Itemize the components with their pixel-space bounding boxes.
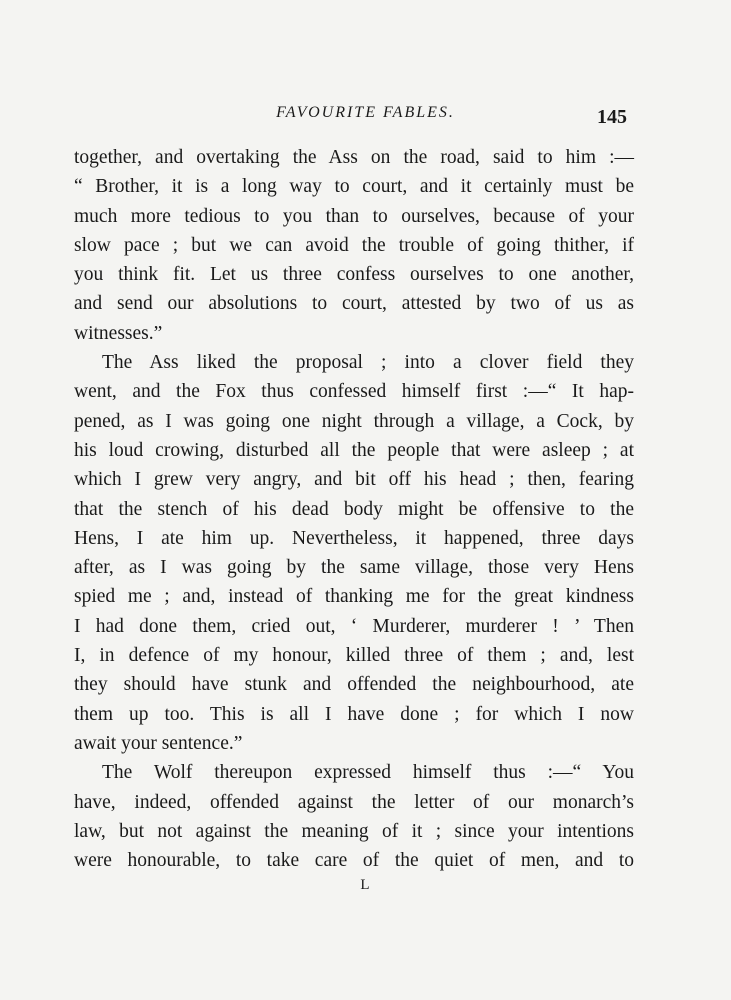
text-line: together, and overtaking the Ass on the road, said to him :—	[74, 147, 634, 168]
text-line: which I grew very angry, and bit off his head ; then, fearing	[74, 469, 634, 491]
text-line: that the stench of his dead body might be offensive to the	[74, 498, 634, 520]
running-title: FAVOURITE FABLES.	[276, 104, 455, 121]
text-line: await your sentence.”	[74, 732, 243, 754]
text-line: The Wolf thereupon expressed himself thus :—“ You	[102, 762, 634, 784]
text-line: them up too. This is all I have done ; for which I now	[74, 703, 634, 725]
text-line: witnesses.”	[74, 322, 163, 344]
text-line: Hens, I ate him up. Nevertheless, it happened, three days	[74, 527, 634, 549]
text-line: you think fit. Let us three confess ourselves to one another,	[74, 264, 634, 286]
page-number: 145	[597, 106, 627, 128]
text-line: I, in defence of my honour, killed three of them ; and, lest	[74, 645, 634, 667]
text-line: and send our absolutions to court, attested by two of us as	[74, 293, 634, 315]
text-line: his loud crowing, disturbed all the people that were asleep ; at	[74, 439, 634, 461]
text-line: The Ass liked the proposal ; into a clover field they	[102, 352, 634, 374]
text-line: have, indeed, offended against the letter of our monarch’s	[74, 791, 634, 813]
text-line: were honourable, to take care of the quiet of men, and to	[74, 850, 634, 872]
text-line: they should have stunk and offended the neighbourhood, ate	[74, 674, 634, 696]
text-line: after, as I was going by the same village, those very Hens	[74, 557, 634, 579]
text-line: spied me ; and, instead of thanking me for the great kindness	[74, 586, 634, 608]
text-line: slow pace ; but we can avoid the trouble of going thither, if	[74, 234, 634, 256]
text-line: I had done them, cried out, ‘ Murderer, murderer ! ’ Then	[74, 615, 634, 637]
text-line: went, and the Fox thus confessed himself first :—“ It hap-	[74, 381, 634, 403]
text-line: law, but not against the meaning of it ; since your intentions	[74, 820, 634, 842]
signature-mark: L	[360, 877, 371, 893]
text-line: much more tedious to you than to ourselves, because of your	[74, 205, 634, 227]
body-text	[74, 143, 634, 875]
text-line: “ Brother, it is a long way to court, and it certainly must be	[74, 176, 634, 198]
text-line: pened, as I was going one night through a village, a Cock, by	[74, 410, 634, 432]
